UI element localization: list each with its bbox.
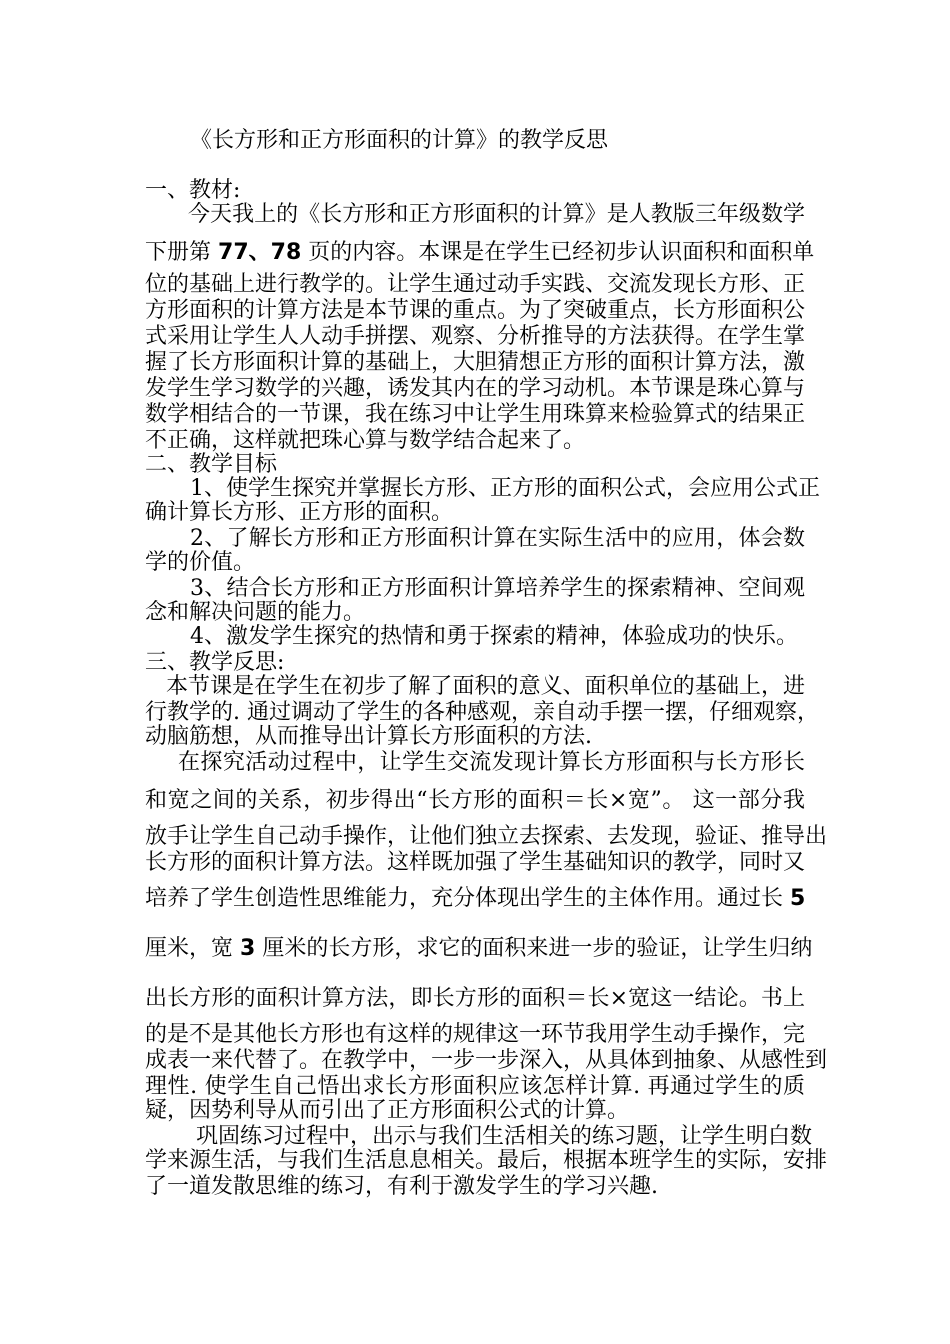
text-run: 厘米的长方形，求它的面积来进一步的验证，让学生归纳: [262, 936, 813, 961]
reflection-line: 学来源生活，与我们生活息息相关。最后，根据本班学生的实际，安排: [145, 1148, 828, 1173]
reflection-line: 和宽之间的关系，初步得出“长方形的面积＝长×宽”。 这一部分我: [145, 788, 805, 813]
text-run: 下册第: [145, 240, 212, 265]
paragraph-line: 式采用让学生人人动手拼摆、观察、分析推导的方法获得。在学生掌: [145, 324, 806, 349]
goal-line: 学的价值。: [145, 550, 256, 575]
goal-line: 念和解决问题的能力。: [145, 600, 366, 625]
reflection-line: 巩固练习过程中，出示与我们生活相关的练习题，让学生明白数: [196, 1124, 813, 1149]
text-run: 培养了学生创造性思维能力，充分体现出学生的主体作用。通过长: [145, 886, 784, 911]
reflection-line: 疑，因势利导从而引出了正方形面积公式的计算。: [145, 1098, 630, 1123]
document-title: 《长方形和正方形面积的计算》的教学反思: [190, 128, 609, 153]
reflection-line: 动脑筋想，从而推导出计算长方形面积的方法.: [145, 724, 592, 749]
reflection-line: 长方形的面积计算方法。这样既加强了学生基础知识的教学，同时又: [145, 850, 806, 875]
paragraph-line: 今天我上的《长方形和正方形面积的计算》是人教版三年级数学: [188, 202, 805, 227]
reflection-line: 在探究活动过程中，让学生交流发现计算长方形面积与长方形长: [178, 750, 805, 775]
goal-line: 1、使学生探究并掌握长方形、正方形的面积公式，会应用公式正: [190, 476, 820, 501]
goal-line: 3、结合长方形和正方形面积计算培养学生的探索精神、空间观: [190, 576, 805, 601]
section-heading-textbook: 一、教材:: [145, 178, 241, 203]
text-run: 页的内容。本课是在学生已经初步认识面积和面积单: [308, 240, 815, 265]
width-value: 3: [240, 936, 256, 961]
paragraph-line: 握了长方形面积计算的基础上，大胆猜想正方形的面积计算方法，激: [145, 350, 806, 375]
text-run: 厘米，宽: [145, 936, 234, 961]
reflection-line: 的是不是其他长方形也有这样的规律这一环节我用学生动手操作，完: [145, 1022, 806, 1047]
reflection-line: 理性. 使学生自己悟出求长方形面积应该怎样计算. 再通过学生的质: [145, 1074, 805, 1099]
reflection-line: 放手让学生自己动手操作，让他们独立去探索、去发现，验证、推导出: [145, 824, 828, 849]
section-heading-goals: 二、教学目标: [145, 452, 278, 477]
reflection-line: 了一道发散思维的练习，有利于激发学生的学习兴趣.: [145, 1174, 658, 1199]
length-value: 5: [790, 886, 806, 911]
reflection-line: 成表一来代替了。在教学中，一步一步深入，从具体到抽象、从感性到: [145, 1048, 828, 1073]
reflection-line: [145, 886, 805, 912]
goal-line: 4、激发学生探究的热情和勇于探索的精神，体验成功的快乐。: [190, 624, 798, 649]
paragraph-line: 数学相结合的一节课，我在练习中让学生用珠算来检验算式的结果正: [145, 402, 806, 427]
goal-line: 确计算长方形、正方形的面积。: [145, 500, 454, 525]
reflection-line: [145, 936, 813, 962]
paragraph-line: 位的基础上进行教学的。让学生通过动手实践、交流发现长方形、正: [145, 272, 806, 297]
paragraph-line: 发学生学习数学的兴趣，诱发其内在的学习动机。本节课是珠心算与: [145, 376, 806, 401]
reflection-line: 行教学的. 通过调动了学生的各种感观，亲自动手摆一摆，仔细观察，: [145, 700, 819, 725]
section-heading-reflection: 三、教学反思:: [145, 650, 285, 675]
reflection-line: 出长方形的面积计算方法，即长方形的面积＝长×宽这一结论。书上: [145, 986, 805, 1011]
page-numbers: 77、78: [218, 240, 302, 265]
paragraph-line: 不正确，这样就把珠心算与数学结合起来了。: [145, 428, 586, 453]
goal-line: 2、了解长方形和正方形面积计算在实际生活中的应用，体会数: [190, 526, 805, 551]
paragraph-line: [145, 240, 815, 266]
paragraph-line: 方形面积的计算方法是本节课的重点。为了突破重点，长方形面积公: [145, 298, 806, 323]
reflection-line: 本节课是在学生在初步了解了面积的意义、面积单位的基础上，进: [166, 674, 805, 699]
